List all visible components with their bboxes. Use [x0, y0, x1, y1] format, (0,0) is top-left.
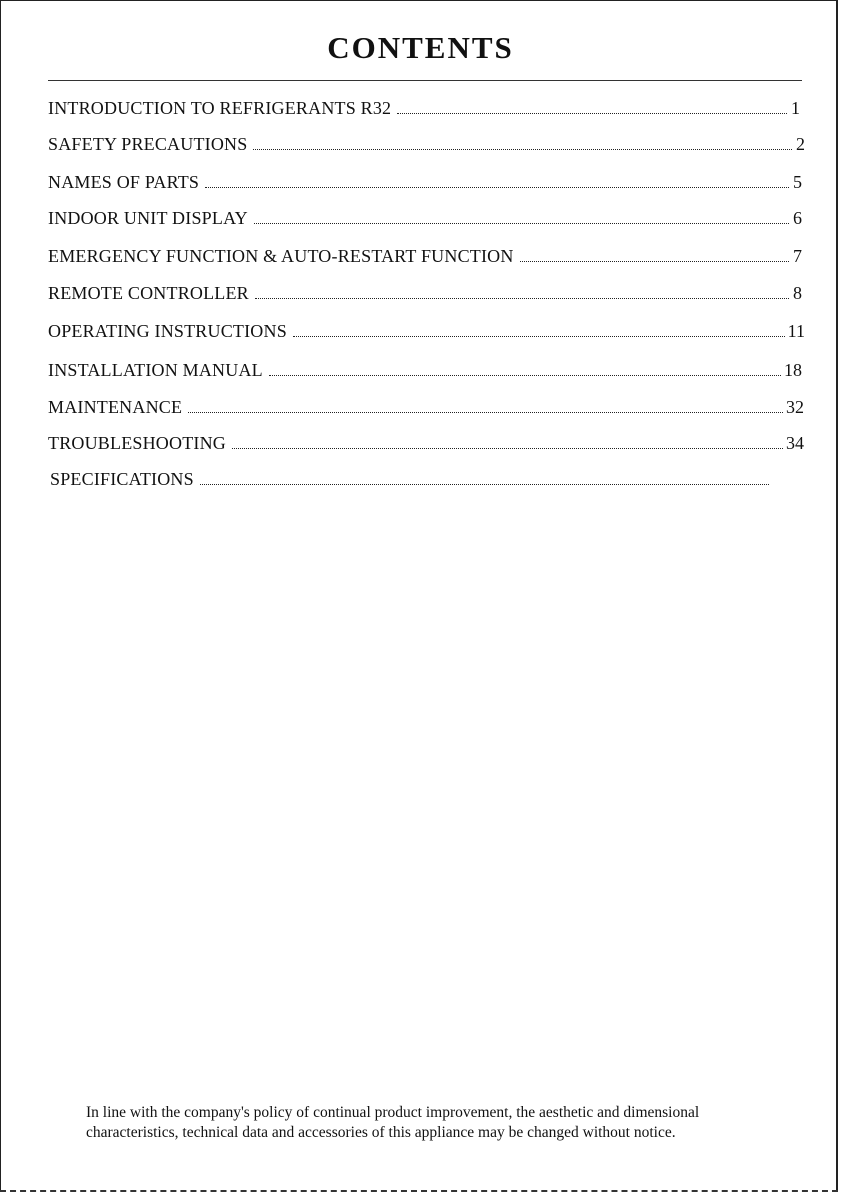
- toc-leader-dots: [520, 261, 789, 262]
- toc-leader-dots: [205, 187, 789, 188]
- toc-page-number: 2: [796, 134, 805, 154]
- toc-leader-dots: [253, 149, 792, 150]
- toc-page-number: 11: [787, 321, 805, 341]
- page-title: CONTENTS: [327, 30, 514, 65]
- toc-entry-indoor-unit-display[interactable]: [48, 204, 802, 228]
- toc-entry-emergency-function[interactable]: [48, 242, 802, 266]
- notice-line-2: characteristics, technical data and accessories of this appliance may be changed without notice.: [86, 1124, 676, 1141]
- page-bottom-edge: [0, 1190, 838, 1192]
- toc-label: INSTALLATION MANUAL: [48, 360, 263, 380]
- notice-line-1: In line with the company's policy of continual product improvement, the aesthetic and dimensional: [86, 1104, 700, 1121]
- toc-label: MAINTENANCE: [48, 397, 183, 417]
- toc-entry-installation-manual[interactable]: [48, 356, 802, 380]
- toc-label: INDOOR UNIT DISPLAY: [48, 208, 248, 228]
- toc-label: TROUBLESHOOTING: [48, 433, 226, 453]
- toc-page-number: 1: [791, 98, 800, 118]
- toc-label: OPERATING INSTRUCTIONS: [48, 321, 287, 341]
- toc-page-number: 6: [793, 208, 802, 228]
- toc-leader-dots: [269, 375, 781, 376]
- toc-page-number: 7: [793, 246, 802, 266]
- toc-leader-dots: [254, 223, 789, 224]
- toc-label: NAMES OF PARTS: [48, 172, 200, 192]
- toc-leader-dots: [200, 484, 769, 485]
- toc-entry-troubleshooting[interactable]: [48, 429, 804, 453]
- toc-label: INTRODUCTION TO REFRIGERANTS R32: [48, 98, 392, 118]
- toc-leader-dots: [255, 298, 789, 299]
- product-improvement-notice: [86, 1103, 786, 1143]
- toc-leader-dots: [293, 336, 785, 337]
- toc-label: SPECIFICATIONS: [50, 469, 194, 489]
- toc-entry-names-of-parts[interactable]: [48, 168, 802, 192]
- toc-page-number: 34: [786, 433, 804, 453]
- toc-label: SAFETY PRECAUTIONS: [48, 134, 248, 154]
- toc-page-number: 8: [793, 283, 802, 303]
- toc-entry-safety-precautions[interactable]: [48, 130, 805, 154]
- toc-leader-dots: [232, 448, 783, 449]
- toc-leader-dots: [397, 113, 787, 114]
- toc-entry-operating-instructions[interactable]: [48, 317, 805, 341]
- toc-label: EMERGENCY FUNCTION & AUTO-RESTART FUNCTION: [48, 246, 514, 266]
- toc-entry-specifications[interactable]: [50, 465, 782, 489]
- toc-leader-dots: [188, 412, 783, 413]
- toc-entry-remote-controller[interactable]: [48, 279, 802, 303]
- toc-page-number: 18: [784, 360, 802, 380]
- toc-entry-introduction[interactable]: [48, 94, 800, 118]
- toc-label: REMOTE CONTROLLER: [48, 283, 249, 303]
- toc-page-number: 32: [786, 397, 804, 417]
- toc-entry-maintenance[interactable]: [48, 393, 804, 417]
- toc-page-number: 5: [793, 172, 802, 192]
